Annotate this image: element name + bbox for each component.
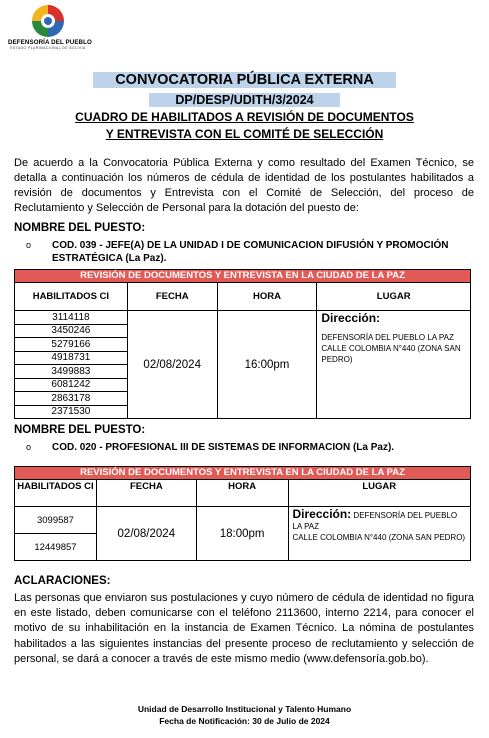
logo-sub-name: ESTADO PLURINACIONAL DE BOLIVIA [10, 46, 86, 50]
defensoria-emblem-icon [31, 4, 65, 38]
lugar-direccion-label: Dirección: [321, 311, 381, 325]
position-2 [26, 441, 475, 454]
lugar-cell [288, 507, 471, 561]
col-header-hora: HORA [196, 480, 288, 507]
table-row-ci: 3099587 [15, 507, 97, 534]
document-subtitle-2: Y ENTREVISTA CON EL COMITÉ DE SELECCIÓN [105, 127, 384, 141]
position-1-title: COD. 039 - JEFE(A) DE LA UNIDAD I DE COMUNICACION DIFUSIÓN Y PROMOCIÓN ESTRATÉGICA (La Paz). [52, 240, 449, 264]
document-code: DP/DESP/UDITH/3/2024 [0, 93, 489, 107]
table-row-ci: 5279166 [15, 338, 128, 352]
logo [8, 4, 92, 74]
table-row-ci: 2863178 [15, 392, 128, 406]
table-row-ci: 3114118 [15, 311, 128, 325]
position-2-title: COD. 020 - PROFESIONAL III DE SISTEMAS DE INFORMACION (La Paz). [52, 442, 395, 453]
fecha-cell: 02/08/2024 [127, 311, 217, 419]
table-row-ci: 3450246 [15, 324, 128, 338]
aclaraciones-title: ACLARACIONES: [14, 575, 111, 587]
position-label-1: NOMBRE DEL PUESTO: [14, 222, 146, 234]
position-label-2: NOMBRE DEL PUESTO: [14, 424, 146, 436]
footer-unit: Unidad de Desarrollo Institucional y Talento Humano [137, 704, 352, 714]
col-header-lugar: LUGAR [317, 283, 471, 311]
position-1 [26, 239, 475, 265]
col-header-ci: HABILITADOS CI [15, 480, 97, 507]
table-row-ci: 3499883 [15, 365, 128, 379]
table-row-ci: 12449857 [15, 534, 97, 561]
table-row-ci: 6081242 [15, 378, 128, 392]
candidates-table-2 [14, 466, 471, 561]
intro-paragraph: De acuerdo a la Convocatoria Pública Externa y como resultado del Examen Técnico, se detalla a continuación los números de cédula de identidad de los postulantes habilitados a revisión de documentos y Entrevista con el Comité de Selección, del proceso de Reclutamiento y Selección de Personal para la dotación del puesto de: [14, 157, 474, 214]
bullet-icon: o [26, 240, 32, 250]
col-header-fecha: FECHA [96, 480, 196, 507]
lugar-cell [317, 311, 471, 419]
col-header-lugar: LUGAR [288, 480, 471, 507]
col-header-fecha: FECHA [127, 283, 217, 311]
lugar-line-2: CALLE COLOMBIA N°440 (ZONA SAN PEDRO) [292, 533, 466, 542]
bullet-icon: o [26, 442, 32, 452]
table-row-ci: 4918731 [15, 351, 128, 365]
lugar-line-2: CALLE COLOMBIA N°440 (ZONA SAN PEDRO) [321, 344, 461, 364]
document-subtitle-1: CUADRO DE HABILITADOS A REVISIÓN DE DOCUMENTOS [75, 110, 414, 124]
aclaraciones-text: Las personas que enviaron sus postulaciones y cuyo número de cédula de identidad no figura en este listado, deben comunicarse con el teléfono 2113600, interno 2214, para conocer el motivo de su inhabilitación en la instancia de Examen Técnico. La nómina de postulantes habilitados a las siguientes instancias del presente proceso de reclutamiento y selección de personal, se dará a conocer a través de este mismo medio (www.defensoría.gob.bo). [14, 592, 474, 665]
lugar-line-1: DEFENSORÍA DEL PUEBLO LA PAZ [292, 511, 458, 531]
hora-cell: 18:00pm [196, 507, 288, 561]
logo-org-name: DEFENSORÍA DEL PUEBLO [8, 39, 92, 46]
table-1-banner: REVISIÓN DE DOCUMENTOS Y ENTREVISTA EN LA CIUDAD DE LA PAZ [15, 270, 471, 283]
document-title: CONVOCATORIA PÚBLICA EXTERNA [0, 72, 489, 88]
hora-cell: 16:00pm [217, 311, 317, 419]
table-2-banner: REVISIÓN DE DOCUMENTOS Y ENTREVISTA EN LA CIUDAD DE LA PAZ [15, 467, 471, 480]
col-header-hora: HORA [217, 283, 317, 311]
lugar-direccion-label: Dirección: [292, 507, 352, 521]
candidates-table-1 [14, 269, 471, 419]
col-header-ci: HABILITADOS CI [15, 283, 128, 311]
lugar-line-1: DEFENSORÍA DEL PUEBLO LA PAZ [321, 333, 454, 342]
fecha-cell: 02/08/2024 [96, 507, 196, 561]
footer-date: Fecha de Notificación: 30 de Julio de 2024 [159, 716, 330, 726]
table-row-ci: 2371530 [15, 405, 128, 419]
